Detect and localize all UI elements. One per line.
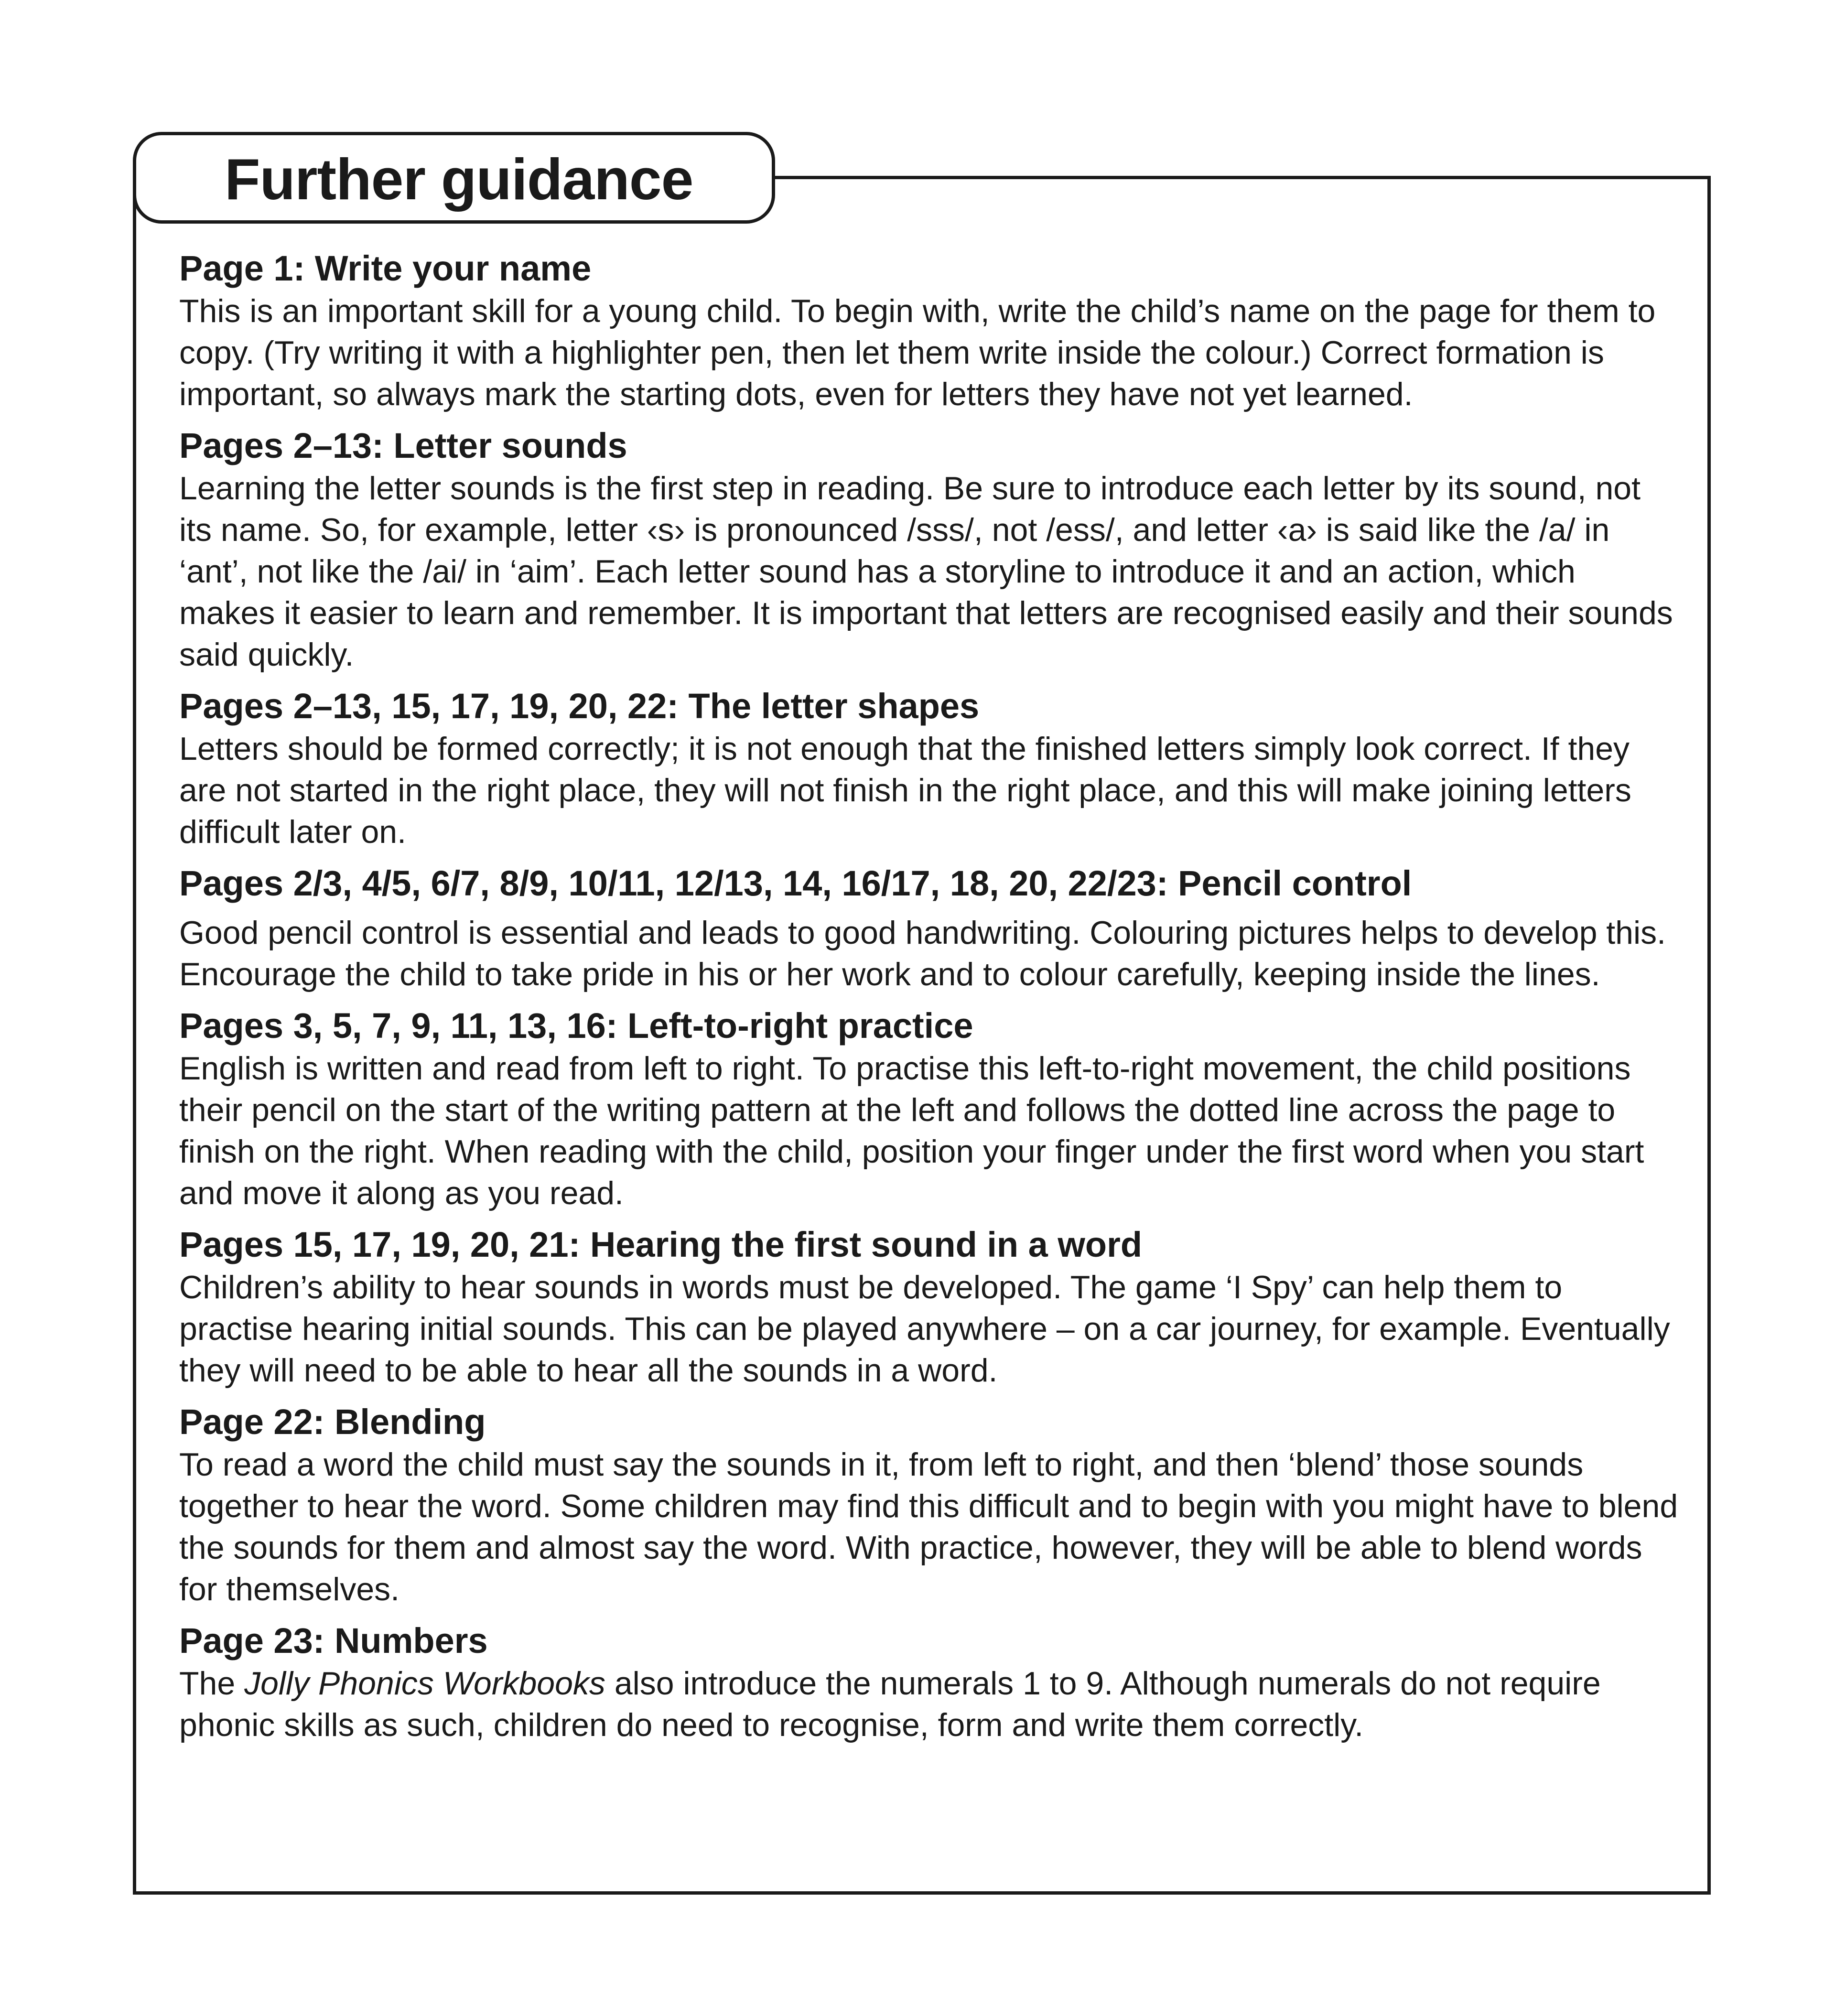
section-first-sound (179, 1223, 1680, 1391)
page-title: Further guidance (225, 147, 693, 212)
body-suffix: also introduce the numerals 1 to 9. Although numerals do not require phonic skills as such, children do need to recognise, form and write them correctly. (179, 1665, 1601, 1743)
section-body: Children’s ability to hear sounds in words must be developed. The game ‘I Spy’ can help them to practise hearing initial sounds. This can be played anywhere – on a car journey, for example. Eventually they will need to be able to hear all the sounds in a word. (179, 1269, 1670, 1389)
body-prefix: The (179, 1665, 245, 1702)
section-heading: Pages 2–13, 15, 17, 19, 20, 22: The letter shapes (179, 686, 980, 726)
section-body: This is an important skill for a young child. To begin with, write the child’s name on the page for them to copy. (Try writing it with a highlighter pen, then let them write inside the colour.) Correct formation is important, so always mark the starting dots, even for letters they have not yet learned. (179, 293, 1656, 412)
section-heading: Pages 3, 5, 7, 9, 11, 13, 16: Left-to-right practice (179, 1006, 973, 1046)
section-heading: Pages 15, 17, 19, 20, 21: Hearing the first sound in a word (179, 1225, 1143, 1264)
section-body: English is written and read from left to right. To practise this left-to-right movement, the child positions their pencil on the start of the writing pattern at the left and follows the dotted line across the page to finish on the right. When reading with the child, position your finger under the first word when you start and move it along as you read. (179, 1050, 1644, 1211)
section-body: To read a word the child must say the sounds in it, from left to right, and then ‘blend’ those sounds together to hear the word. Some children may find this difficult and to begin with you might have to blend the sounds for them and almost say the word. With practice, however, they will be able to blend words for themselves. (179, 1446, 1678, 1607)
section-heading: Pages 2–13: Letter sounds (179, 426, 627, 465)
section-numbers (179, 1619, 1680, 1746)
section-write-your-name (179, 247, 1680, 415)
section-pencil-control (179, 862, 1680, 995)
section-body (179, 1663, 1680, 1746)
section-body: Letters should be formed correctly; it is not enough that the finished letters simply look correct. If they are not started in the right place, they will not finish in the right place, and this will make joining letters difficult later on. (179, 731, 1631, 850)
guidance-content (179, 247, 1680, 1755)
section-heading: Pages 2/3, 4/5, 6/7, 8/9, 10/11, 12/13, 14, 16/17, 18, 20, 22/23: Pencil control (179, 863, 1412, 903)
section-body: Learning the letter sounds is the first step in reading. Be sure to introduce each letter by its sound, not its name. So, for example, letter ‹s› is pronounced /sss/, not /ess/, and letter ‹a› is said like the /a/ in ‘ant’, not like the /ai/ in ‘aim’. Each letter sound has a storyline to introduce it and an action, which makes it easier to learn and remember. It is important that letters are recognised easily and their sounds said quickly. (179, 470, 1673, 673)
section-left-to-right (179, 1004, 1680, 1214)
section-heading: Page 23: Numbers (179, 1621, 488, 1660)
section-letter-shapes (179, 684, 1680, 853)
section-heading: Page 1: Write your name (179, 248, 592, 288)
section-heading: Page 22: Blending (179, 1402, 486, 1442)
book-title: Jolly Phonics Workbooks (244, 1665, 605, 1702)
section-blending (179, 1400, 1680, 1610)
section-letter-sounds (179, 424, 1680, 676)
section-body: Good pencil control is essential and leads to good handwriting. Colouring pictures helps to develop this. Encourage the child to take pride in his or her work and to colour carefully, keeping inside the lines. (179, 915, 1666, 992)
